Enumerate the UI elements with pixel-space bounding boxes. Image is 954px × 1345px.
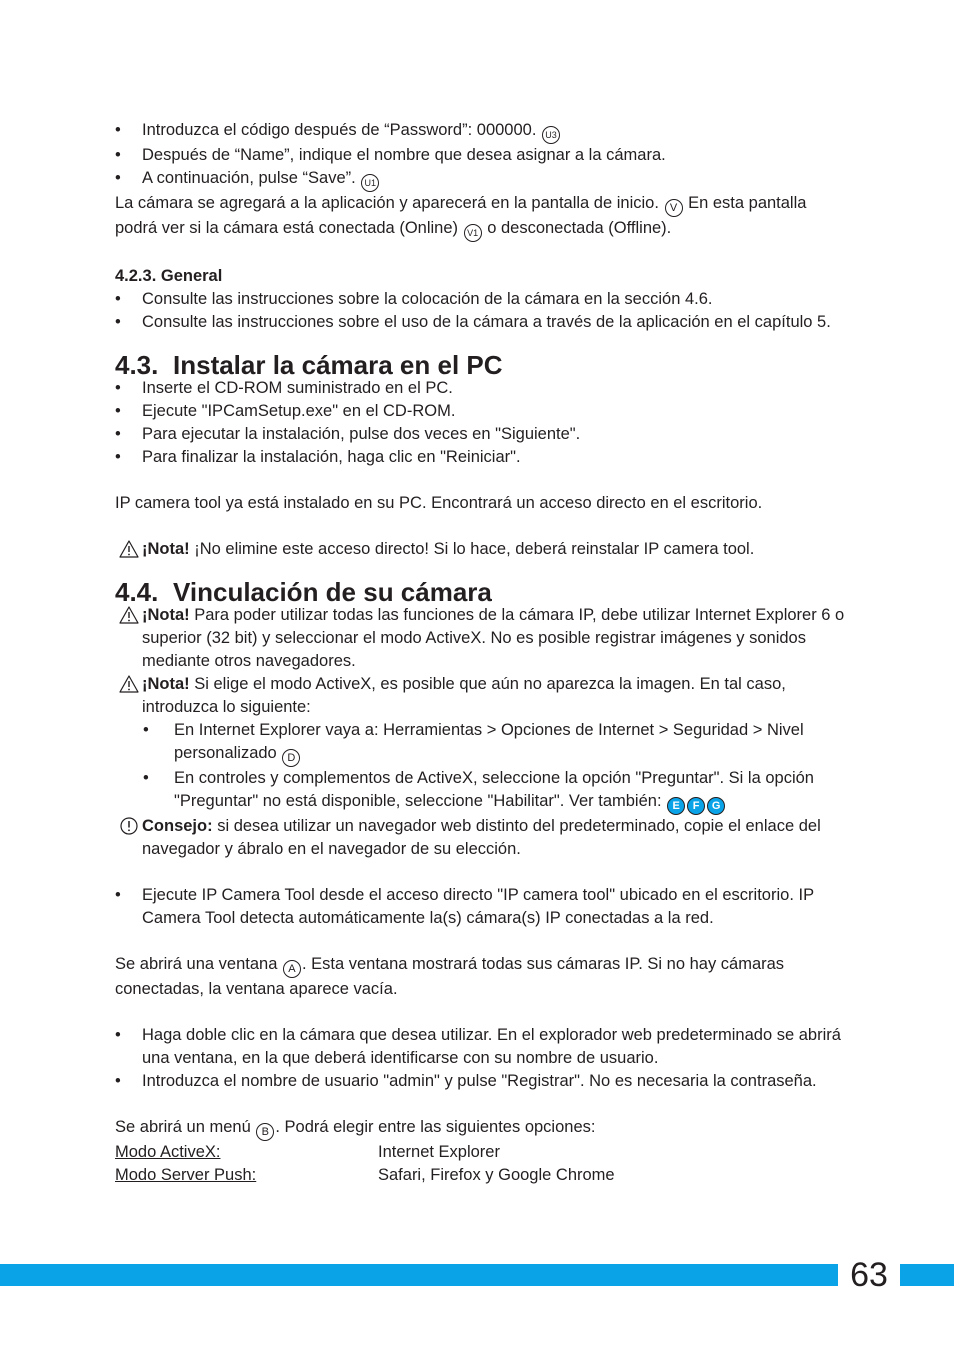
sub-list-item [115, 767, 845, 815]
paragraph-text: En esta pantalla podrá ver si la cámara está conectada (Online) [115, 194, 807, 237]
option-key: Modo Server Push: [115, 1166, 257, 1184]
callout-badge-b: B [256, 1123, 274, 1141]
bullet-text: Después de “Name”, indique el nombre que desea asignar a la cámara. [142, 146, 666, 164]
callout-badge-u1: U1 [361, 174, 379, 192]
paragraph [115, 192, 845, 242]
note-label: ¡Nota! [142, 540, 190, 558]
note-label: ¡Nota! [142, 606, 190, 624]
list-item [115, 144, 845, 167]
tip-label: Consejo: [142, 817, 213, 835]
bullet-text: Inserte el CD-ROM suministrado en el PC. [142, 379, 453, 397]
list-item [115, 423, 845, 446]
warning-icon [119, 540, 139, 558]
option-value: Internet Explorer [378, 1143, 500, 1161]
list-item [115, 167, 845, 192]
warning-icon [119, 606, 139, 624]
callout-badge-u3: U3 [542, 126, 560, 144]
option-row [115, 1164, 845, 1187]
paragraph-text: o desconectada (Offline). [487, 219, 672, 237]
list-item [115, 1070, 845, 1093]
warning-icon [119, 675, 139, 693]
list-item [115, 119, 845, 144]
note-block [115, 673, 845, 719]
list-item [115, 288, 845, 311]
paragraph [115, 1116, 845, 1141]
bullet-text: Para finalizar la instalación, haga clic en "Reiniciar". [142, 448, 521, 466]
page-content [115, 119, 845, 1187]
paragraph-text: . Esta ventana mostrará todas sus cámaras IP. Si no hay cámaras conectadas, la ventana aparece vacía. [115, 955, 785, 998]
callout-badge-e: E [667, 797, 685, 815]
exclamation-circle-icon [119, 817, 139, 835]
callout-badge-g: G [707, 797, 725, 815]
paragraph [115, 953, 845, 1001]
subsection-heading: 4.2.3. General [115, 267, 223, 285]
section-title: Vinculación de su cámara [173, 577, 492, 607]
option-key: Modo ActiveX: [115, 1143, 221, 1161]
paragraph-text: Se abrirá una ventana [115, 955, 278, 973]
callout-badge-v1: V1 [464, 224, 482, 242]
paragraph-text: La cámara se agregará a la aplicación y aparecerá en la pantalla de inicio. [115, 194, 659, 212]
list-item [115, 884, 845, 930]
bullet-text: Introduzca el nombre de usuario "admin" y pulse "Registrar". No es necesaria la contraseña. [142, 1072, 817, 1090]
callout-badge-d: D [282, 749, 300, 767]
page-number: 63 [838, 1254, 900, 1296]
note-label: ¡Nota! [142, 675, 190, 693]
section-title: Instalar la cámara en el PC [173, 350, 503, 380]
bullet-text: Ejecute IP Camera Tool desde el acceso directo "IP camera tool" ubicado en el escritorio. IP Camera Tool detecta automáticamente la(s) cámara(s) IP conectadas a la red. [142, 886, 814, 927]
footer-bar [0, 1264, 954, 1286]
callout-badge-v: V [665, 199, 683, 217]
list-item [115, 446, 845, 469]
list-item [115, 400, 845, 423]
section-number: 4.3. [115, 350, 159, 380]
bullet-text: En controles y complementos de ActiveX, seleccione la opción "Preguntar". Si la opción "Preguntar" no está disponible, seleccione "Habilitar". Ver también: [174, 769, 814, 810]
bullet-text: Para ejecutar la instalación, pulse dos veces en "Siguiente". [142, 425, 581, 443]
list-item [115, 311, 845, 334]
bullet-text: A continuación, pulse “Save”. [142, 169, 356, 187]
sub-list-item [115, 719, 845, 767]
note-block [115, 538, 845, 561]
list-item [115, 377, 845, 400]
paragraph-text: . Podrá elegir entre las siguientes opciones: [275, 1118, 596, 1136]
bullet-text: Consulte las instrucciones sobre la colocación de la cámara en la sección 4.6. [142, 290, 713, 308]
paragraph: IP camera tool ya está instalado en su PC. Encontrará un acceso directo en el escritorio. [115, 494, 763, 512]
paragraph-text: Se abrirá un menú [115, 1118, 251, 1136]
option-value: Safari, Firefox y Google Chrome [378, 1166, 615, 1184]
section-number: 4.4. [115, 577, 159, 607]
bullet-text: Ejecute "IPCamSetup.exe" en el CD-ROM. [142, 402, 456, 420]
callout-badge-a: A [283, 960, 301, 978]
bullet-text: Haga doble clic en la cámara que desea utilizar. En el explorador web predeterminado se abrirá una ventana, en la que deberá identificarse con su nombre de usuario. [142, 1026, 841, 1067]
bullet-text: Consulte las instrucciones sobre el uso de la cámara a través de la aplicación en el capítulo 5. [142, 313, 831, 331]
tip-block [115, 815, 845, 861]
list-item [115, 1024, 845, 1070]
note-text: Si elige el modo ActiveX, es posible que aún no aparezca la imagen. En tal caso, introduzca lo siguiente: [142, 675, 786, 716]
bullet-text: En Internet Explorer vaya a: Herramientas > Opciones de Internet > Seguridad > Nivel personalizado [174, 721, 804, 762]
note-text: ¡No elimine este acceso directo! Si lo hace, deberá reinstalar IP camera tool. [194, 540, 755, 558]
callout-badge-f: F [687, 797, 705, 815]
note-block [115, 604, 845, 673]
bullet-text: Introduzca el código después de “Password”: 000000. [142, 121, 537, 139]
note-text: Para poder utilizar todas las funciones de la cámara IP, debe utilizar Internet Explorer 6 o superior (32 bit) y seleccionar el modo ActiveX. No es posible registrar imágenes y sonidos mediante otros navegadores. [142, 606, 845, 670]
tip-text: si desea utilizar un navegador web distinto del predeterminado, copie el enlace del navegador y ábralo en el navegador de su elección. [142, 817, 821, 858]
option-row [115, 1141, 845, 1164]
